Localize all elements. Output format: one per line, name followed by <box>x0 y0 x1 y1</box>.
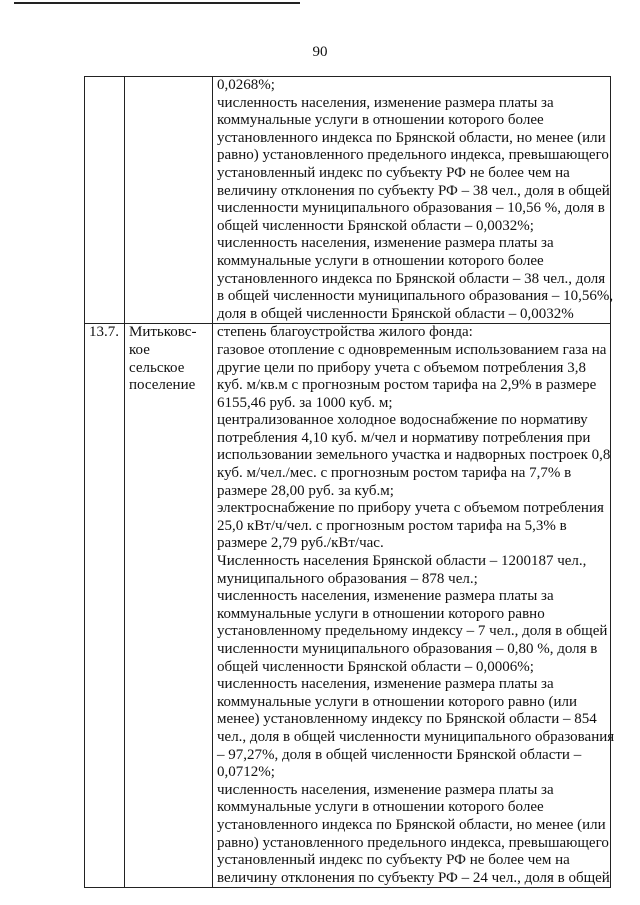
settlement-line: сельское <box>129 359 185 376</box>
description-line: численности муниципального образования – 0,80 %, доля в <box>217 641 598 657</box>
description-line: Численность населения Брянской области – 1200187 чел., <box>217 553 587 570</box>
description-line: установленный индекс по субъекту РФ не более чем на <box>217 852 570 869</box>
description-line: численности муниципального образования – 10,56 %, доля в <box>217 200 605 217</box>
description-line: 0,0268%; <box>217 77 275 93</box>
description-line: коммунальные услуги в отношении которого более <box>217 112 544 129</box>
table-row <box>85 324 611 888</box>
description-line: установленного индекса по Брянской области – 38 чел., доля <box>217 270 606 287</box>
description-line: численность населения, изменение размера платы за <box>217 588 554 605</box>
description-line: общей численности Брянской области – 0,0032%; <box>217 217 534 234</box>
description-line: равно) установленного предельного индекса, превышающего <box>217 147 609 164</box>
description-line: менее) установленному индексу по Брянской области – 854 <box>217 711 597 728</box>
description-line: размере 28,00 руб. за куб.м; <box>217 482 394 499</box>
settlement-line: поселение <box>129 377 196 394</box>
description-line: равно) установленного предельного индекса, превышающего <box>217 834 609 851</box>
description-line: куб. м/чел./мес. с прогнозным ростом тарифа на 7,7% в <box>217 465 572 482</box>
top-rule <box>14 2 300 4</box>
description-line: куб. м/кв.м с прогнозным ростом тарифа на 2,9% в размере <box>217 377 597 394</box>
description-line: 6155,46 руб. за 1000 куб. м; <box>217 394 393 411</box>
description-line: электроснабжение по прибору учета с объемом потребления <box>217 500 604 517</box>
description-line: степень благоустройства жилого фонда: <box>217 324 473 341</box>
description-line: установленному предельному индексу – 7 чел., доля в общей <box>217 623 608 640</box>
description-line: коммунальные услуги в отношении которого равно (или <box>217 693 577 710</box>
description-line: в общей численности муниципального образования – 10,56%, <box>217 288 614 305</box>
description-line: установленный индекс по субъекту РФ не более чем на <box>217 164 570 181</box>
description-line: коммунальные услуги в отношении которого равно <box>217 605 545 622</box>
description-line: коммунальные услуги в отношении которого более <box>217 252 544 269</box>
description-line: газовое отопление с одновременным использованием газа на <box>217 341 607 358</box>
description-line: размере 2,79 руб./кВт/час. <box>217 535 384 552</box>
description-line: численность населения, изменение размера платы за <box>217 781 554 798</box>
page-number: 90 <box>312 44 328 60</box>
description-line: величину отклонения по субъекту РФ – 24 чел., доля в общей <box>217 869 610 886</box>
description-line: потребления 4,10 куб. м/чел и нормативу потребления при <box>217 429 591 446</box>
settlement-cell <box>125 324 213 888</box>
table-row <box>85 77 611 324</box>
description-line: установленного индекса по Брянской области, но менее (или <box>217 129 606 146</box>
row-number-cell: 13.7. <box>85 324 125 888</box>
description-line: доля в общей численности Брянской области – 0,0032% <box>217 305 574 322</box>
description-line: централизованное холодное водоснабжение по нормативу <box>217 412 588 429</box>
description-line: чел., доля в общей численности муниципального образования <box>217 728 615 745</box>
description-line: другие цели по прибору учета с объемом потребления 3,8 <box>217 359 586 376</box>
settlement-line: Митьковс- <box>129 324 197 341</box>
description-line: величину отклонения по субъекту РФ – 38 чел., доля в общей <box>217 182 610 199</box>
description-cell <box>213 77 614 324</box>
description-line: муниципального образования – 878 чел.; <box>217 570 478 587</box>
description-line: 25,0 кВт/ч/чел. с прогнозным ростом тарифа на 5,3% в <box>217 517 567 534</box>
description-line: численность населения, изменение размера платы за <box>217 676 554 693</box>
document-table <box>84 76 615 888</box>
settlement-line: кое <box>129 341 150 358</box>
description-line: использовании земельного участка и надворных построек 0,8 <box>217 447 611 464</box>
description-line: численность населения, изменение размера платы за <box>217 94 554 111</box>
description-line: численность населения, изменение размера платы за <box>217 235 554 252</box>
description-line: общей численности Брянской области – 0,0006%; <box>217 658 534 675</box>
description-line: коммунальные услуги в отношении которого более <box>217 799 544 816</box>
row-number-cell <box>85 77 125 324</box>
description-line: установленного индекса по Брянской области, но менее (или <box>217 816 606 833</box>
description-line: 0,0712%; <box>217 764 275 781</box>
settlement-cell <box>125 77 213 324</box>
description-line: – 97,27%, доля в общей численности Брянской области – <box>217 746 582 763</box>
description-cell <box>213 324 615 888</box>
